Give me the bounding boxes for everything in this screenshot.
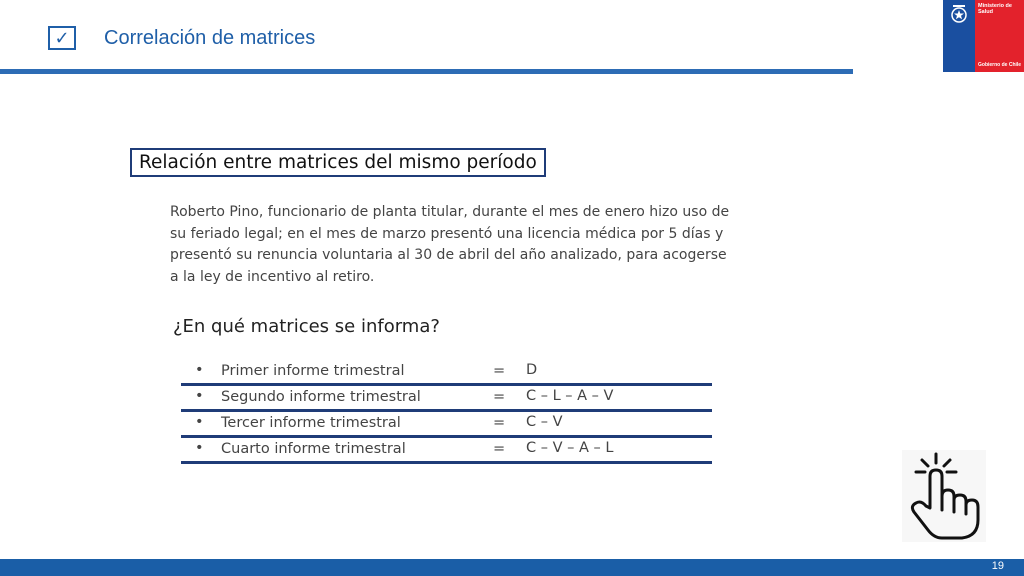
equals-sign: = [493,441,506,457]
footer-bar [0,559,1024,576]
list-item [181,360,712,386]
matrix-value: C – L – A – V [526,388,614,404]
matrix-list [181,360,712,464]
bullet: • [195,414,204,430]
report-name: Segundo informe trimestral [221,389,421,405]
case-description: Roberto Pino, funcionario de planta titular, durante el mes de enero hizo uso de su feriado legal; en el mes de marzo presentó una licencia médica por 5 días y presentó su renuncia voluntaria al 30 de abril del año analizado, para acogerse a la ley de incentivo al retiro. [170,204,730,285]
page-number: 19 [991,560,1004,572]
list-item [181,438,712,464]
matrix-value: C – V – A – L [526,440,614,456]
check-mark: ✓ [54,27,70,49]
report-name: Tercer informe trimestral [221,415,401,431]
bullet: • [195,362,204,378]
pointing-hand-icon [902,450,986,542]
equals-sign: = [493,415,506,431]
report-name: Cuarto informe trimestral [221,441,406,457]
bullet: • [195,388,204,404]
content-panel [120,140,740,480]
bullet: • [195,440,204,456]
row-divider [181,461,712,464]
check-icon [48,26,76,50]
equals-sign: = [493,389,506,405]
list-item [181,386,712,412]
question-text: ¿En qué matrices se informa? [173,316,440,337]
logo-government-text: Gobierno de Chile [978,62,1022,68]
matrix-value: D [526,362,538,378]
header-divider [0,69,853,74]
list-item [181,412,712,438]
equals-sign: = [493,363,506,379]
page-title: Correlación de matrices [104,27,316,49]
logo-ministry-text: Ministerio de Salud [978,3,1012,15]
report-name: Primer informe trimestral [221,363,405,379]
crest-icon [947,2,971,26]
matrix-value: C – V [526,414,563,430]
ministry-logo [943,0,1024,72]
section-heading: Relación entre matrices del mismo período [130,148,546,177]
